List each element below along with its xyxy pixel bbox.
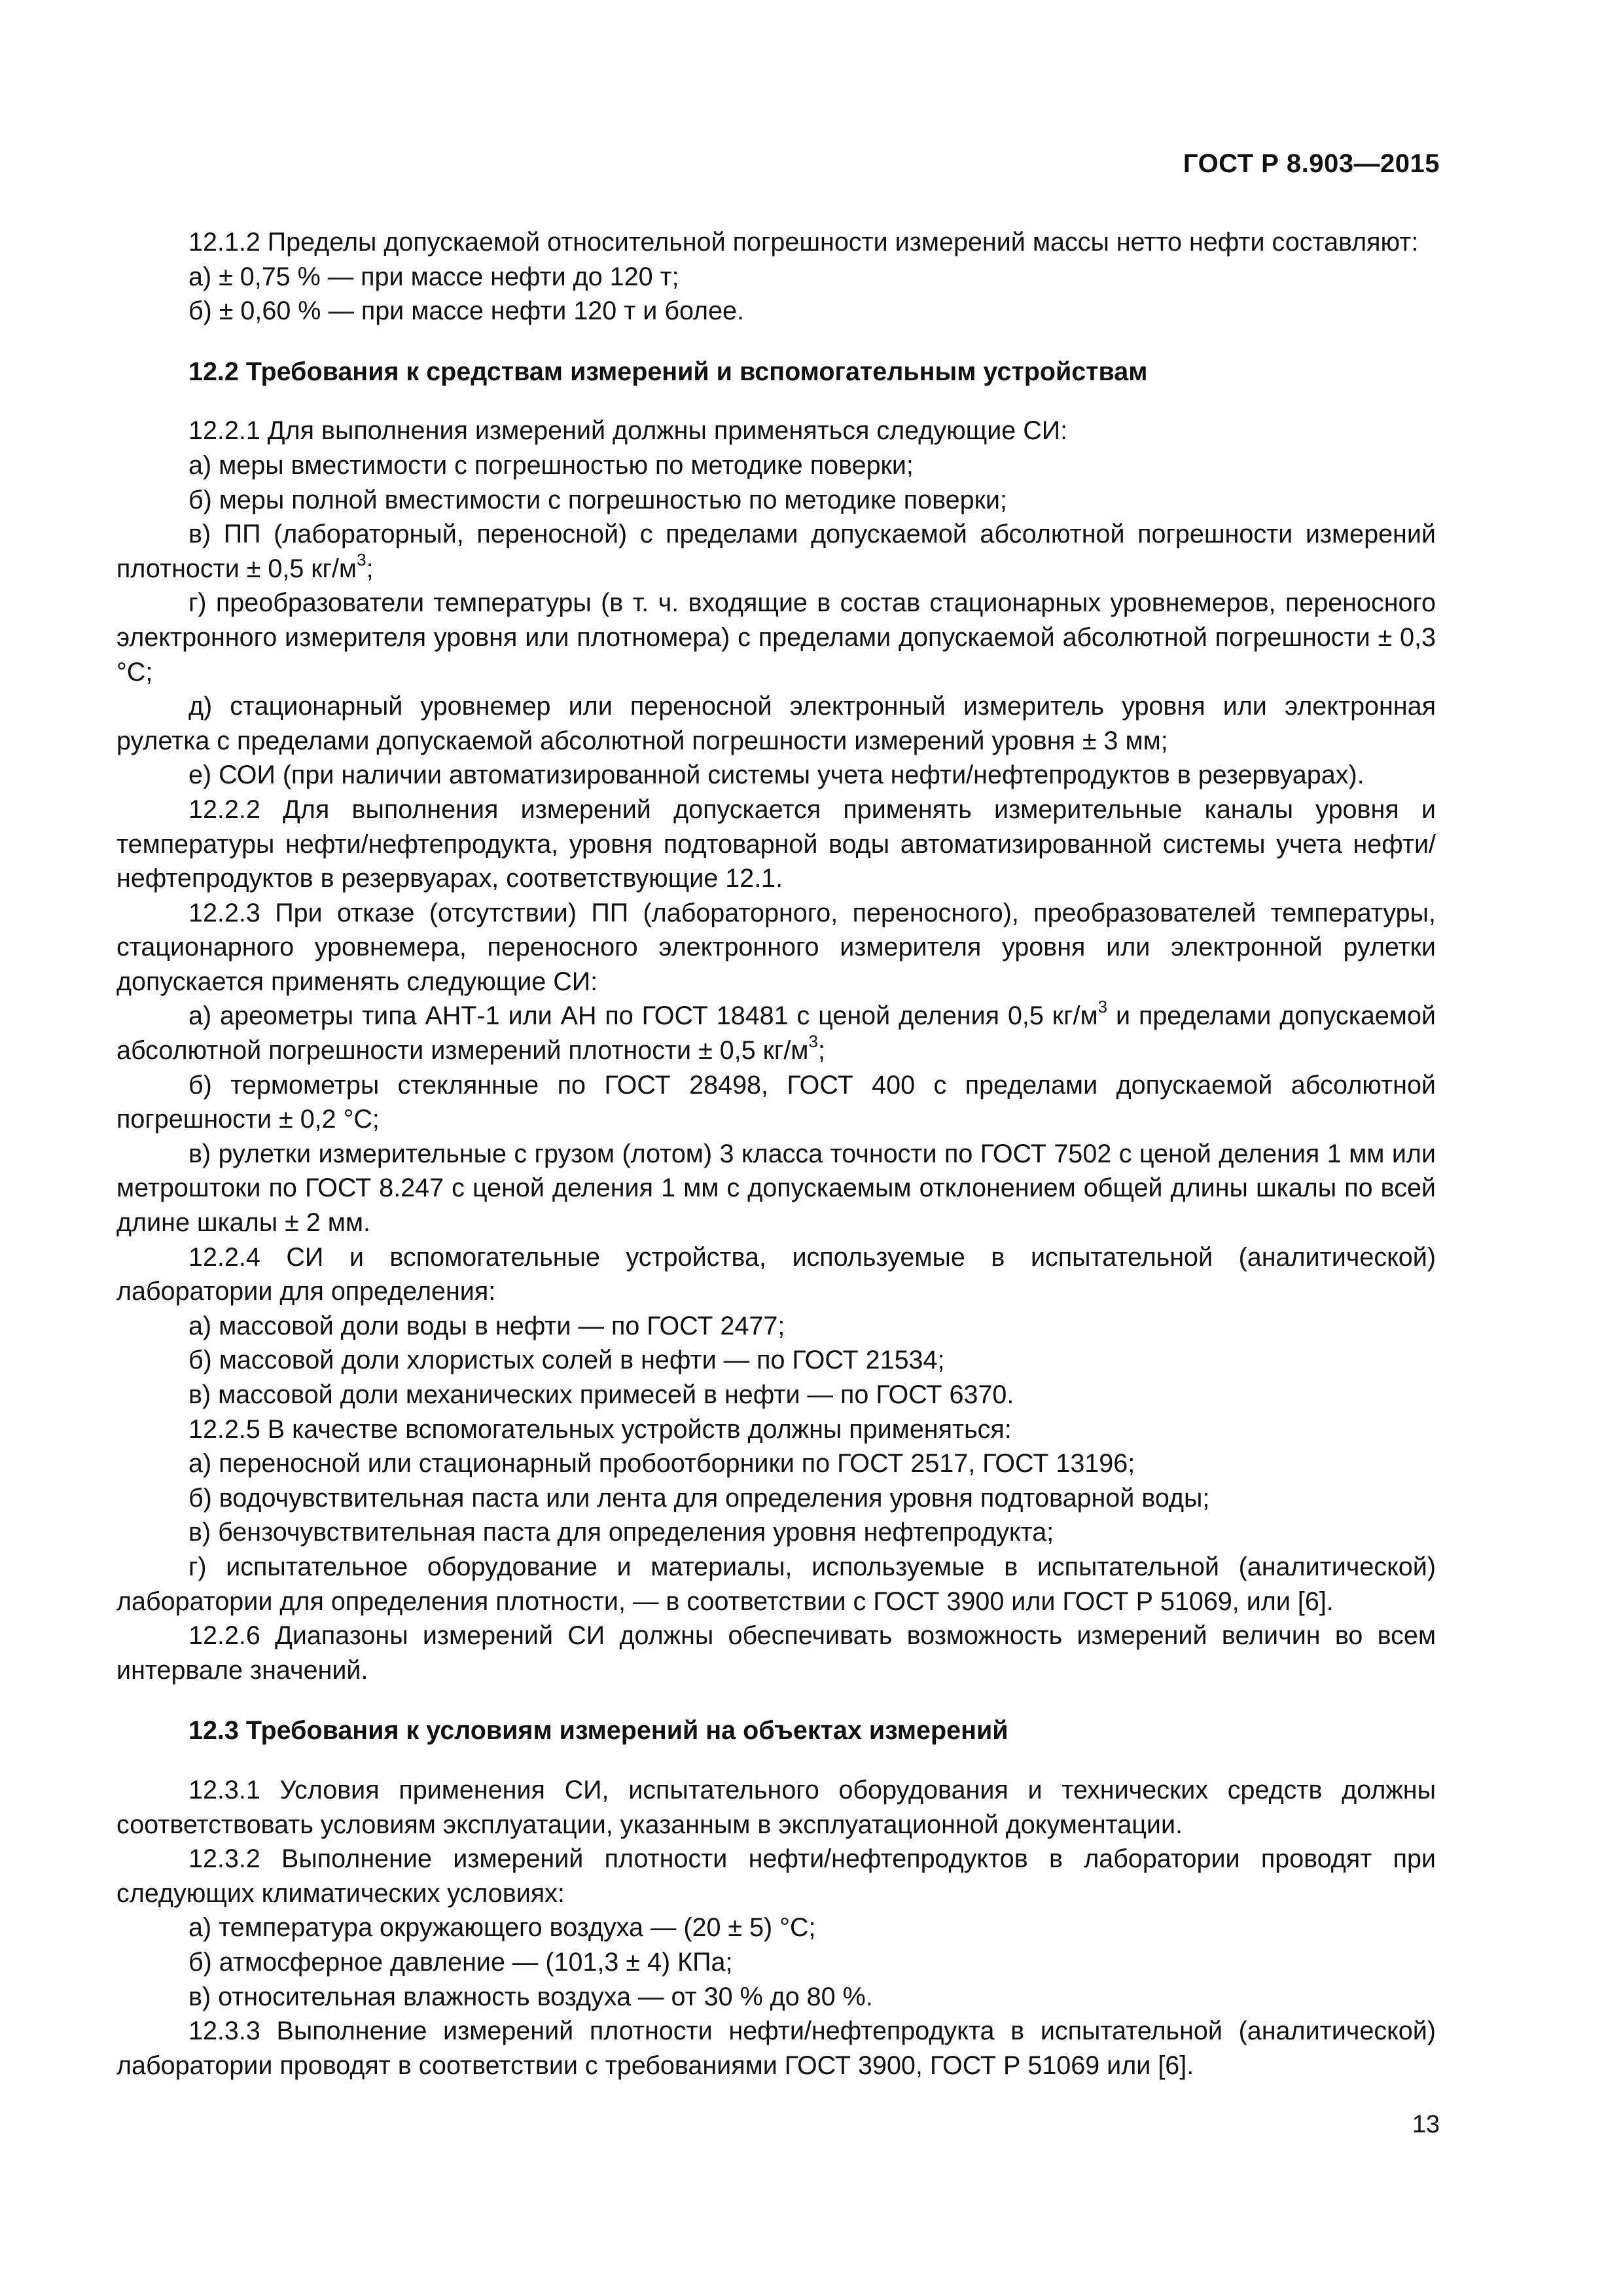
list-item: в) рулетки измерительные с грузом (лотом) 3 класса точности по ГОСТ 7502 с ценой деления 1 мм или метроштоки по ГОСТ 8.247 с ценой деления 1 мм с допускаемым отклонением общей длины шкалы по всей длине шкалы ± 2 мм. — [116, 1139, 1436, 1238]
list-item: в) массовой доли механических примесей в нефти — по ГОСТ 6370. — [188, 1380, 1014, 1409]
list-item: а) переносной или стационарный пробоотборники по ГОСТ 2517, ГОСТ 13196; — [188, 1449, 1135, 1479]
section-heading-12-2: 12.2 Требования к средствам измерений и вспомогательным устройствам — [188, 357, 1148, 386]
paragraph-12-1-2: 12.1.2 Пределы допускаемой относительной погрешности измерений массы нетто нефти составляют: — [188, 228, 1419, 257]
list-item: в) бензочувствительная паста для определения уровня нефтепродукта; — [188, 1518, 1054, 1547]
paragraph-12-3-3: 12.3.3 Выполнение измерений плотности нефти/нефтепродукта в испытательной (аналитической) лаборатории проводят в соответствии с требованиями ГОСТ 3900, ГОСТ Р 51069 или [6]. — [116, 2017, 1436, 2080]
list-item — [116, 999, 1436, 1067]
document-code-header: ГОСТ Р 8.903—2015 — [1183, 149, 1440, 178]
text-span: а) ареометры типа АНТ-1 или АН по ГОСТ 18481 с ценой деления 0,5 кг/м — [188, 1001, 1098, 1031]
list-item: б) меры полной вместимости с погрешностью по методике поверки; — [188, 485, 1007, 514]
paragraph-12-2-5: 12.2.5 В качестве вспомогательных устройств должны применяться: — [188, 1414, 1012, 1444]
superscript: 3 — [1097, 997, 1108, 1017]
list-item: а) массовой доли воды в нефти — по ГОСТ 2477; — [188, 1311, 785, 1340]
page-number: 13 — [1412, 2111, 1440, 2138]
paragraph-12-3-2: 12.3.2 Выполнение измерений плотности нефти/нефтепродуктов в лаборатории проводят при следующих климатических условиях: — [116, 1844, 1436, 1908]
document-body — [116, 225, 1436, 2083]
paragraph-12-2-2: 12.2.2 Для выполнения измерений допускается применять измерительные каналы уровня и температуры нефти/нефтепродукта, уровня подтоварной воды автоматизированной системы учета нефти/нефтепродуктов в резервуарах, соответствующие 12.1. — [116, 795, 1436, 893]
list-item: б) термометры стеклянные по ГОСТ 28498, ГОСТ 400 с пределами допускаемой абсолютной погрешности ± 0,2 °С; — [116, 1070, 1436, 1134]
paragraph-12-3-1: 12.3.1 Условия применения СИ, испытательного оборудования и технических средств должны соответствовать условиям эксплуатации, указанным в эксплуатационной документации. — [116, 1775, 1436, 1839]
text-span: ; — [817, 1036, 825, 1066]
section-heading-12-3: 12.3 Требования к условиям измерений на объектах измерений — [188, 1716, 1008, 1746]
list-item: б) атмосферное давление — (101,3 ± 4) КПа; — [188, 1947, 733, 1977]
paragraph-12-2-6: 12.2.6 Диапазоны измерений СИ должны обеспечивать возможность измерений величин во всем интервале значений. — [116, 1621, 1436, 1685]
list-item: б) массовой доли хлористых солей в нефти — по ГОСТ 21534; — [188, 1346, 945, 1375]
list-item: а) меры вместимости с погрешностью по методике поверки; — [188, 450, 914, 480]
list-item: е) СОИ (при наличии автоматизированной системы учета нефти/нефтепродуктов в резервуарах). — [188, 761, 1364, 790]
paragraph-12-2-1: 12.2.1 Для выполнения измерений должны применяться следующие СИ: — [188, 416, 1068, 446]
list-item — [116, 517, 1436, 586]
paragraph-12-2-4: 12.2.4 СИ и вспомогательные устройства, используемые в испытательной (аналитической) лаборатории для определения: — [116, 1242, 1436, 1306]
list-item: г) испытательное оборудование и материалы, используемые в испытательной (аналитической) лаборатории для определения плотности, — в соответствии с ГОСТ 3900 или ГОСТ Р 51069, или [6]. — [116, 1552, 1436, 1616]
list-item: г) преобразователи температуры (в т. ч. входящие в состав стационарных уровнемеров, переносного электронного измерителя уровня или плотномера) с пределами допускаемой абсолютной погрешности ± 0,3 °С; — [116, 588, 1436, 687]
paragraph-12-2-3: 12.2.3 При отказе (отсутствии) ПП (лабораторного, переносного), преобразователей температуры, стационарного уровнемера, переносного электронного измерителя уровня или электронной рулетки допускается применять следующие СИ: — [116, 898, 1436, 996]
superscript: 3 — [357, 549, 366, 569]
list-item: в) относительная влажность воздуха — от 30 % до 80 %. — [188, 1982, 873, 2011]
list-item: а) ± 0,75 % — при массе нефти до 120 т; — [188, 262, 679, 291]
superscript: 3 — [808, 1031, 818, 1051]
list-item: б) водочувствительная паста или лента для определения уровня подтоварной воды; — [188, 1483, 1210, 1513]
list-item: д) стационарный уровнемер или переносной электронный измеритель уровня или электронная рулетка с пределами допускаемой абсолютной погрешности измерений уровня ± 3 мм; — [116, 692, 1436, 755]
list-item: а) температура окружающего воздуха — (20 ± 5) °С; — [188, 1913, 816, 1943]
text-span: и пределами допускаемой абсолютной погрешности измерений плотности ± 0,5 кг/м — [116, 1001, 1436, 1066]
text-span: в) ПП (лабораторный, переносной) с пределами допускаемой абсолютной погрешности измерений плотности ± 0,5 кг/м — [116, 520, 1436, 583]
text-span: ; — [366, 554, 374, 583]
list-item: б) ± 0,60 % — при массе нефти 120 т и более. — [188, 296, 744, 326]
